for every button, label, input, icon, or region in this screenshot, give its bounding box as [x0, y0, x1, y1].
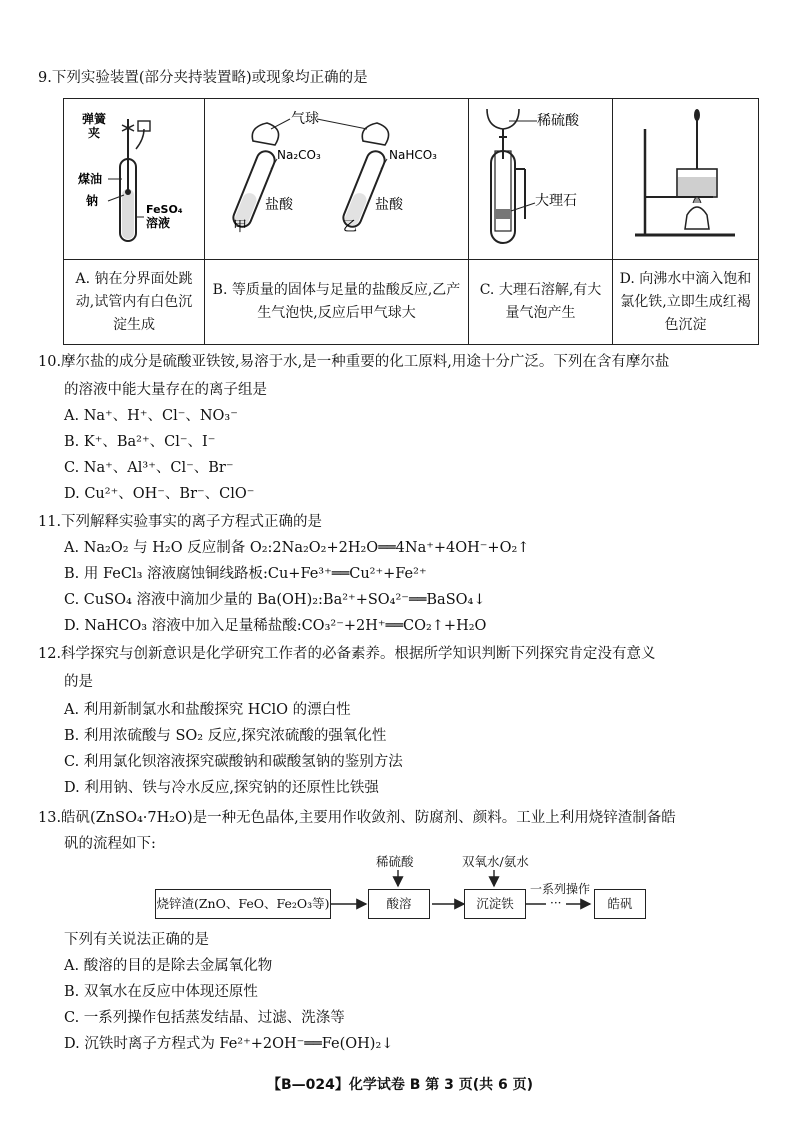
- q11-option-c[interactable]: C. CuSO₄ 溶液中滴加少量的 Ba(OH)₂:Ba²⁺+SO₄²⁻══BaSO₄↓: [64, 592, 486, 608]
- q9-apparatus-table: [63, 98, 759, 345]
- apparatus-a-diagram: [64, 99, 203, 255]
- label-yi: 乙: [343, 219, 357, 235]
- apparatus-a-cell: [64, 99, 205, 260]
- q10-stem-line2: 的溶液中能大量存在的离子组是: [64, 382, 267, 398]
- flow-product: 皓矾: [594, 889, 646, 919]
- q11-option-b[interactable]: B. 用 FeCl₃ 溶液腐蚀铜线路板:Cu+Fe³⁺══Cu²⁺+Fe²⁺: [64, 566, 427, 582]
- q9-option-c[interactable]: C. 大理石溶解,有大量气泡产生: [469, 260, 613, 345]
- q13-option-c[interactable]: C. 一系列操作包括蒸发结晶、过滤、洗涤等: [64, 1010, 345, 1026]
- apparatus-b-diagram: [205, 99, 467, 255]
- q10-stem-line1: 10.摩尔盐的成分是硫酸亚铁铵,易溶于水,是一种重要的化工原料,用途十分广泛。下列在含有摩尔盐: [38, 354, 670, 370]
- apparatus-b-cell: [205, 99, 469, 260]
- flow-ops-label: 一系列操作: [530, 882, 591, 896]
- q10-option-c[interactable]: C. Na⁺、Al³⁺、Cl⁻、Br⁻: [64, 460, 234, 476]
- flow-raw-material: 烧锌渣(ZnO、FeO、Fe₂O₃等): [155, 889, 331, 919]
- label-feso4-1: FeSO₄: [146, 203, 183, 216]
- q10-option-b[interactable]: B. K⁺、Ba²⁺、Cl⁻、I⁻: [64, 434, 216, 450]
- q12-stem-line2: 的是: [64, 674, 93, 690]
- q12-option-a[interactable]: A. 利用新制氯水和盐酸探究 HClO 的漂白性: [64, 702, 351, 718]
- flow-acid-dissolve: 酸溶: [368, 889, 430, 919]
- label-dilute-h2so4: 稀硫酸: [537, 113, 579, 129]
- q9-option-d[interactable]: D. 向沸水中滴入饱和氯化铁,立即生成红褐色沉淀: [613, 260, 759, 345]
- apparatus-d-cell: [613, 99, 759, 260]
- apparatus-c-diagram: [469, 99, 611, 255]
- label-nahco3: NaHCO₃: [389, 148, 437, 162]
- q11-stem: 11.下列解释实验事实的离子方程式正确的是: [38, 514, 323, 530]
- q10-option-a[interactable]: A. Na⁺、H⁺、Cl⁻、NO₃⁻: [64, 408, 238, 424]
- q12-stem-line1: 12.科学探究与创新意识是化学研究工作者的必备素养。根据所学知识判断下列探究肯定没有意义: [38, 646, 656, 662]
- label-jia: 甲: [233, 219, 247, 235]
- q13-option-a[interactable]: A. 酸溶的目的是除去金属氧化物: [64, 958, 273, 974]
- label-kerosene: 煤油: [78, 172, 103, 186]
- q13-option-d[interactable]: D. 沉铁时离子方程式为 Fe²⁺+2OH⁻══Fe(OH)₂↓: [64, 1036, 394, 1052]
- q13-stem-line2: 矾的流程如下:: [64, 836, 156, 852]
- tube-yi: [341, 123, 389, 229]
- page-footer: 【B—024】化学试卷 B 第 3 页(共 6 页): [266, 1077, 534, 1093]
- label-spring-clamp-1: 弹簧: [82, 112, 107, 126]
- tube-jia: [231, 123, 279, 229]
- q9-option-a[interactable]: A. 钠在分界面处跳动,试管内有白色沉淀生成: [64, 260, 205, 345]
- label-marble: 大理石: [535, 193, 577, 209]
- label-sodium: 钠: [86, 194, 99, 208]
- q12-option-d[interactable]: D. 利用钠、铁与冷水反应,探究钠的还原性比铁强: [64, 780, 379, 796]
- label-hcl-2: 盐酸: [375, 197, 403, 213]
- label-spring-clamp-2: 夹: [88, 126, 101, 140]
- q13-stem-line1: 13.皓矾(ZnSO₄·7H₂O)是一种无色晶体,主要用作收敛剂、防腐剂、颜料。工业上利用烧锌渣制备皓: [38, 810, 676, 826]
- label-feso4-2: 溶液: [146, 216, 171, 230]
- q10-option-d[interactable]: D. Cu²⁺、OH⁻、Br⁻、ClO⁻: [64, 486, 255, 502]
- flow-oxidant-input: 双氧水/氨水: [462, 854, 529, 869]
- q11-option-d[interactable]: D. NaHCO₃ 溶液中加入足量稀盐酸:CO₃²⁻+2H⁺══CO₂↑+H₂O: [64, 618, 487, 634]
- q12-option-b[interactable]: B. 利用浓硫酸与 SO₂ 反应,探究浓硫酸的强氧化性: [64, 728, 387, 744]
- flow-iron-precipitate: 沉淀铁: [464, 889, 526, 919]
- flow-dots: ···: [550, 896, 562, 910]
- q13-option-b[interactable]: B. 双氧水在反应中体现还原性: [64, 984, 258, 1000]
- q9-stem: 9.下列实验装置(部分夹持装置略)或现象均正确的是: [38, 70, 368, 86]
- label-balloon: 气球: [291, 111, 319, 127]
- q11-option-a[interactable]: A. Na₂O₂ 与 H₂O 反应制备 O₂:2Na₂O₂+2H₂O══4Na⁺+4OH⁻+O₂↑: [64, 540, 530, 556]
- apparatus-d-diagram: [613, 99, 757, 255]
- label-hcl-1: 盐酸: [265, 197, 293, 213]
- q13-sub-stem: 下列有关说法正确的是: [64, 932, 209, 948]
- flow-acid-input: 稀硫酸: [376, 854, 414, 869]
- apparatus-c-cell: [469, 99, 613, 260]
- q9-option-b[interactable]: B. 等质量的固体与足量的盐酸反应,乙产生气泡快,反应后甲气球大: [205, 260, 469, 345]
- q12-option-c[interactable]: C. 利用氯化钡溶液探究碳酸钠和碳酸氢钠的鉴别方法: [64, 754, 403, 770]
- label-na2co3: Na₂CO₃: [277, 148, 321, 162]
